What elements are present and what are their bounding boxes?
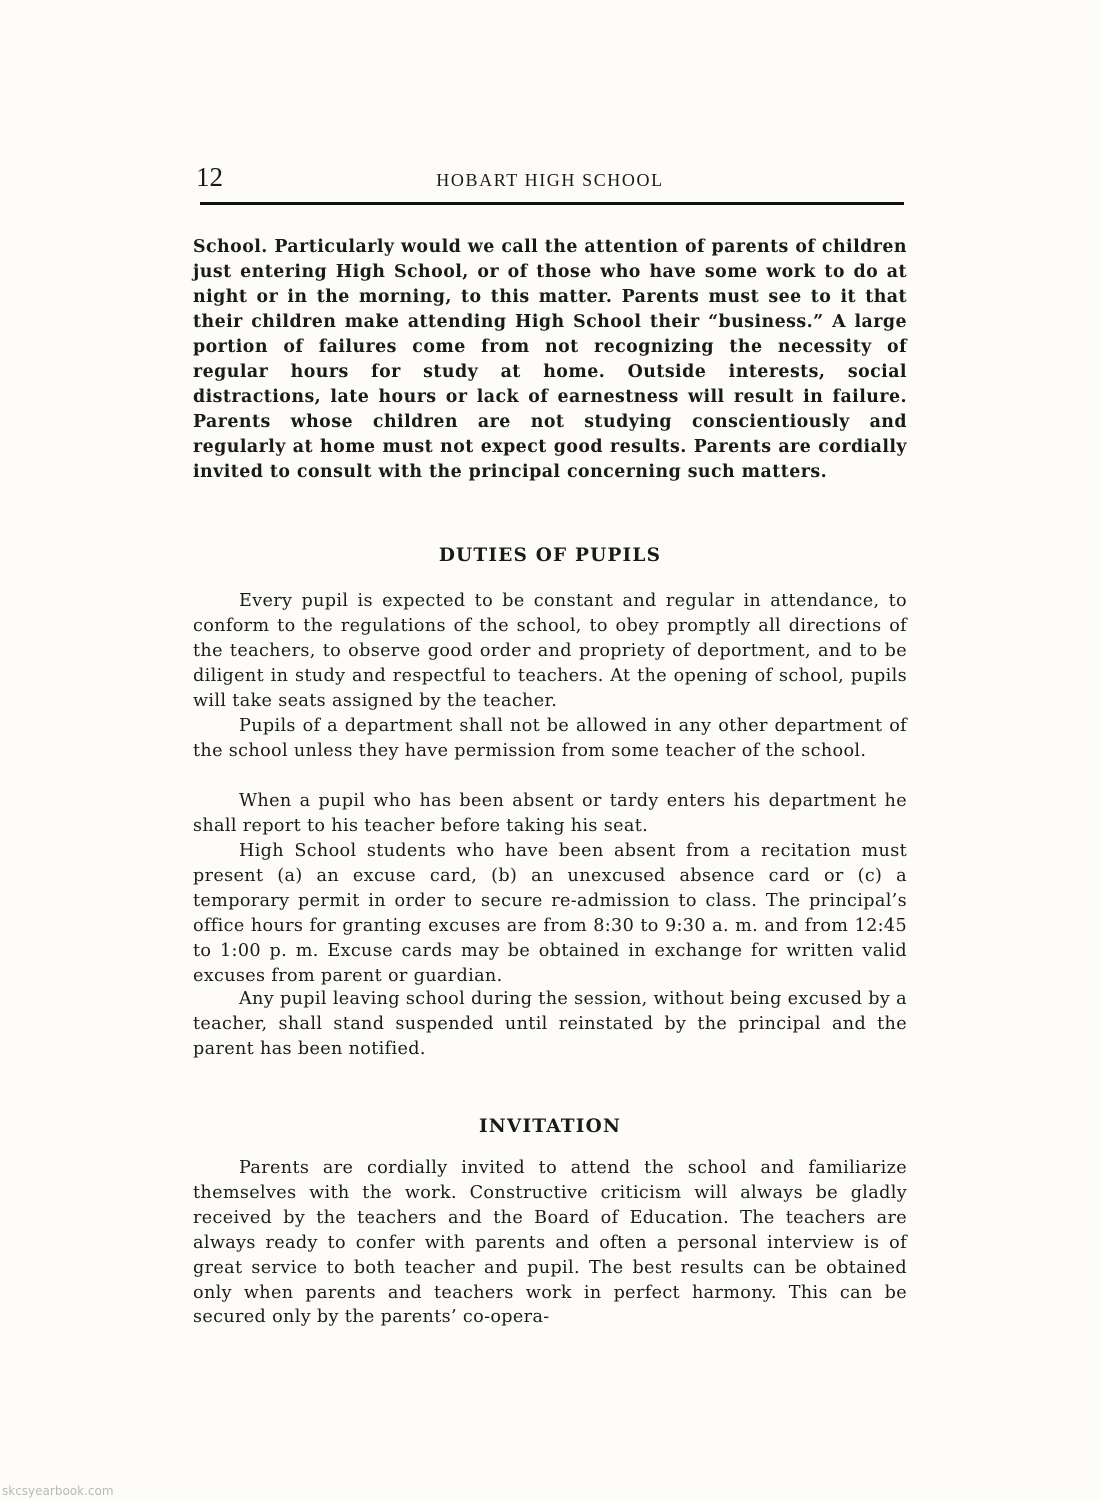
duties-paragraph-2: Pupils of a department shall not be allowed in any other department of the school unless they have permission from some teacher of the school. bbox=[193, 716, 907, 761]
duties-paragraph-5: Any pupil leaving school during the session, without being excused by a teacher, shall stand suspended until reinstated by the principal and the parent has been notified. bbox=[193, 989, 907, 1059]
site-watermark: skcsyearbook.com bbox=[2, 1484, 114, 1498]
duties-paragraph-1: Every pupil is expected to be constant and regular in attendance, to conform to the regulations of the school, to obey promptly all directions of the teachers, to observe good order and propriety of deportment, and to be diligent in study and respectful to teachers. At the opening of school, pupils will take seats assigned by the teacher. bbox=[193, 591, 907, 711]
duties-paragraph-3: When a pupil who has been absent or tardy enters his department he shall report to his teacher before taking his seat. bbox=[193, 791, 907, 836]
page-header bbox=[196, 160, 904, 200]
duties-paragraph-4: High School students who have been absent from a recitation must present (a) an excuse card, (b) an unexcused absence card or (c) a temporary permit in order to secure re-admission to class. The principal’s office hours for granting excuses are from 8:30 to 9:30 a. m. and from 12:45 to 1:00 p. m. Excuse cards may be obtained in exchange for written valid excuses from parent or guardian. bbox=[193, 841, 907, 986]
invitation-paragraph: Parents are cordially invited to attend the school and familiarize themselves with the work. Constructive criticism will always be gladly received by the teachers and the Board of Education. The teachers are always ready to confer with parents and often a personal interview is of great service to both teacher and pupil. The best results can be obtained only when parents and teachers work in perfect harmony. This can be secured only by the parents’ co-opera- bbox=[193, 1158, 907, 1328]
header-rule bbox=[200, 202, 904, 205]
duties-heading: DUTIES OF PUPILS bbox=[438, 545, 662, 566]
page-number: 12 bbox=[196, 162, 223, 192]
running-head: HOBART HIGH SCHOOL bbox=[436, 170, 664, 190]
invitation-heading: INVITATION bbox=[478, 1116, 622, 1137]
intro-paragraph: School. Particularly would we call the attention of parents of children just entering High School, or of those who have some work to do at night or in the morning, to this matter. Parents must see to it that their children make attending High School their “business.” A large portion of failures come from not recognizing the necessity of regular hours for study at home. Outside interests, social distractions, late hours or lack of earnestness will result in failure. Parents whose children are not studying conscientiously and regularly at home must not expect good results. Parents are cordially invited to consult with the principal concerning such matters. bbox=[193, 237, 907, 482]
